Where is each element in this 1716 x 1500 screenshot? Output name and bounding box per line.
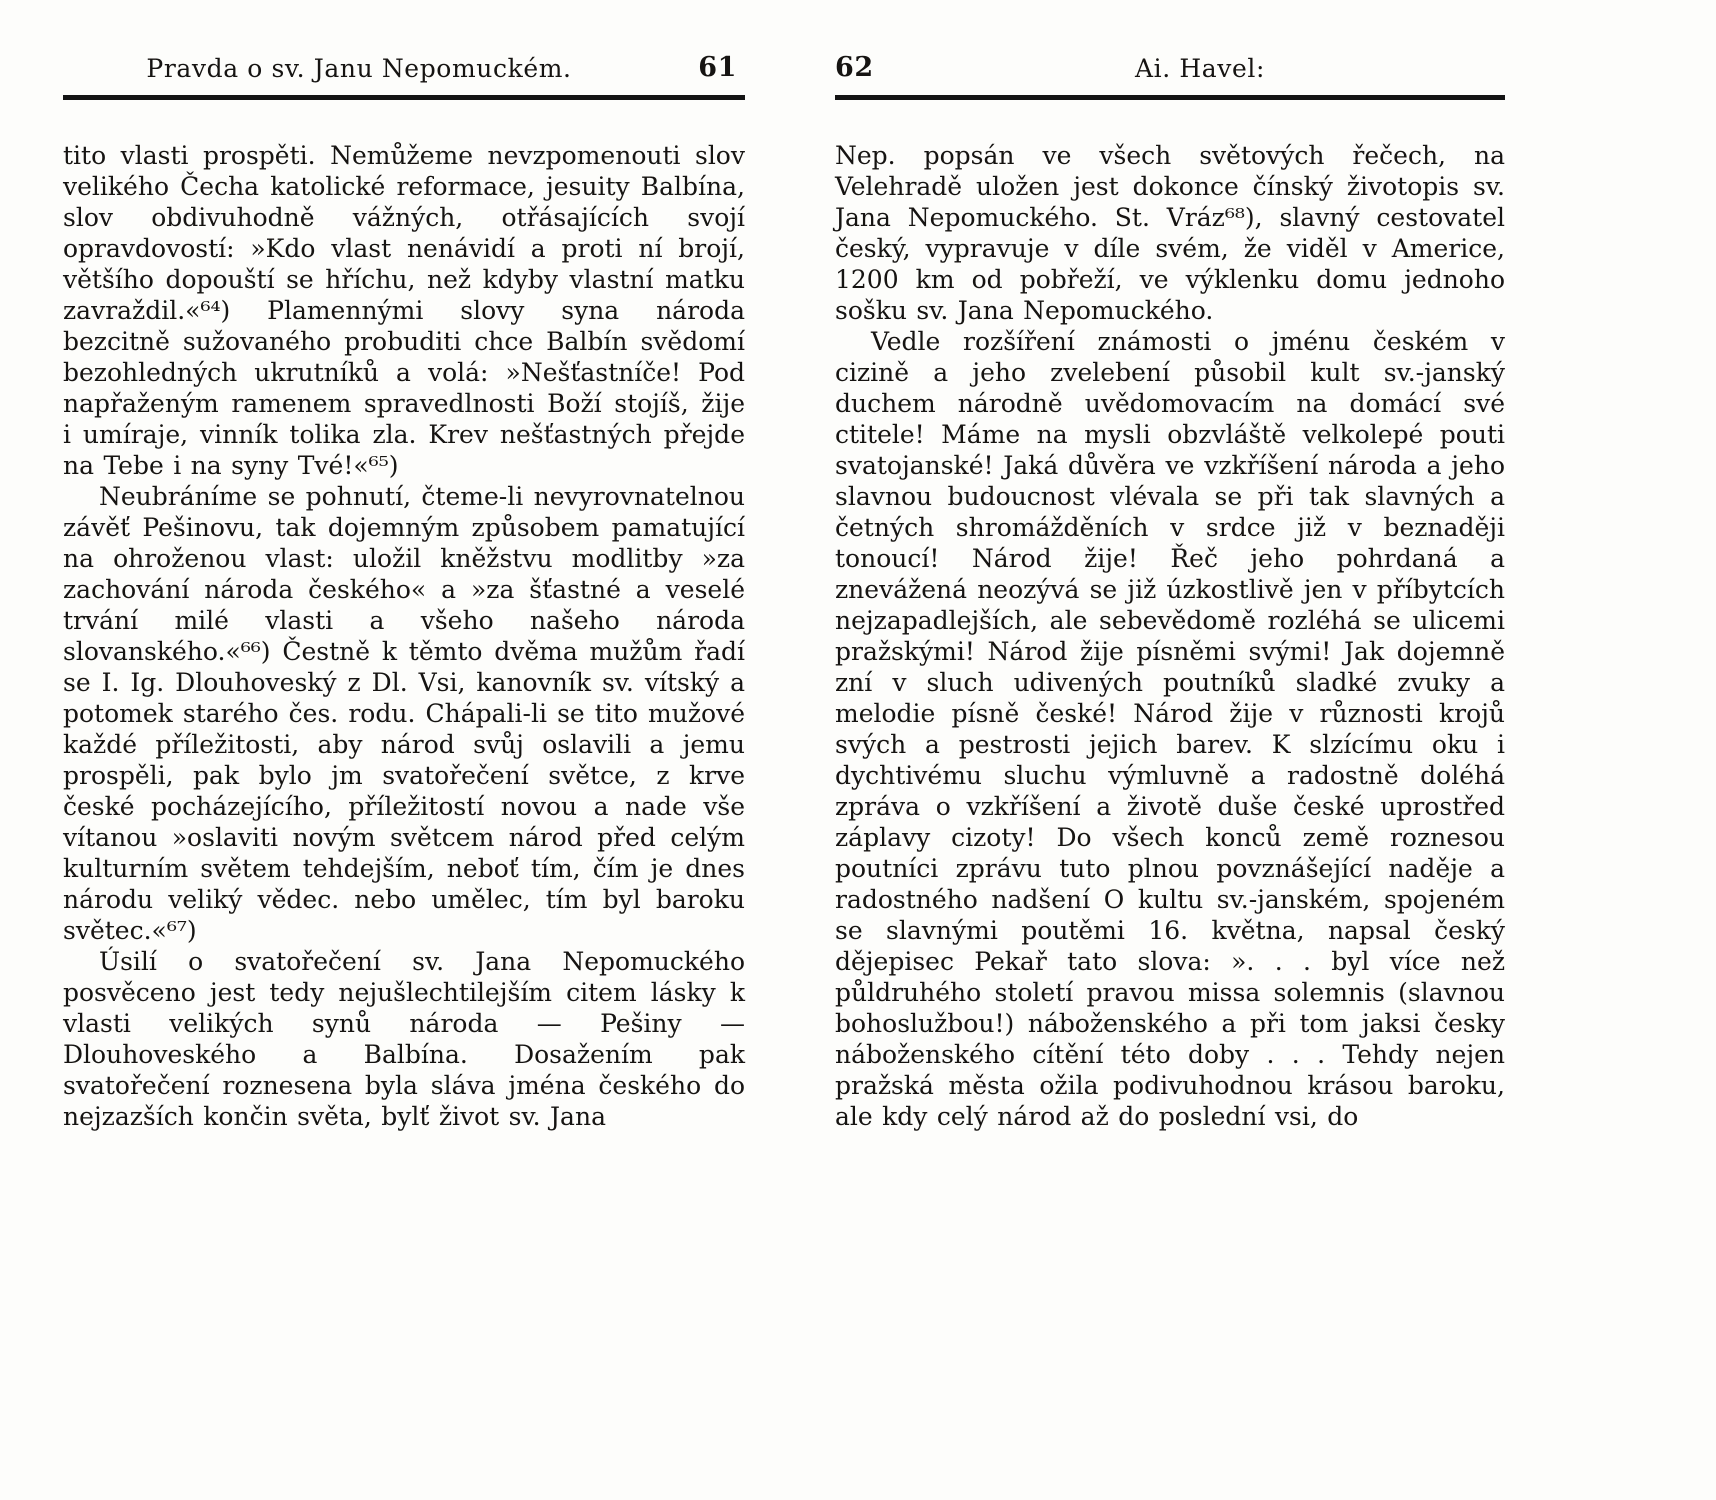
left-page-body — [63, 140, 745, 1132]
right-header-rule — [835, 95, 1505, 100]
paragraph: Nep. popsán ve všech světových řečech, na Velehradě uložen jest dokonce čínský životopis sv. Jana Nepomuckého. St. Vráz⁶⁸), slavný cestovatel český, vypravuje v díle svém, že viděl v Americe, 1200 km od pobřeží, ve výklenku domu jednoho sošku sv. Jana Nepomuckého. — [835, 141, 1505, 325]
left-header-rule — [63, 95, 745, 100]
paragraph: Vedle rozšíření známosti o jménu českém v cizině a jeho zvelebení působil kult sv.-janský duchem národně uvědomovacím na domácí své ctitele! Máme na mysli obzvláště velkolepé pouti svatojanské! Jaká důvěra ve vzkříšení národa a jeho slavnou budoucnost vlévala se při tak slavných a četných shromážděních v srdce již v beznaději tonoucí! Národ žije! Řeč jeho pohrdaná a znevážená neozývá se již úzkostlivě jen v příbytcích nejzapadlejších, ale sebevědomě rozléhá se ulicemi pražskými! Národ žije písněmi svými! Jak dojemně zní v sluch udivených poutníků sladké zvuky a melodie písně české! Národ žije v různosti krojů svých a pestrosti jejich barev. K slzícímu oku i dychtivému sluchu výmluvně a radostně doléhá zpráva o vzkříšení a životě duše české uprostřed záplavy cizoty! Do všech konců země roznesou poutníci zprávu tuto plnou povznášející naděje a radostného nadšení O kultu sv.-janském, spojeném se slavnými poutěmi 16. května, napsal český dějepisec Pekař tato slova: ». . . byl více než půldruhého století pravou missa solemnis (slavnou bohoslužbou!) náboženského a při tom jaksi česky náboženského cítění této doby . . . Tehdy nejen pražská města ožila podivuhodnou krásou baroku, ale kdy celý národ až do poslední vsi, do — [835, 327, 1505, 1131]
left-page — [63, 54, 745, 1132]
right-page-header — [835, 54, 1505, 88]
right-page — [835, 54, 1505, 1132]
paragraph: Úsilí o svatořečení sv. Jana Nepomuckého posvěceno jest tedy nejušlechtilejším citem lásky k vlasti velikých synů národa — Pešiny — Dlouhoveského a Balbína. Dosažením pak svatořečení roznesena byla sláva jména českého do nejzazších končin světa, bylť život sv. Jana — [63, 947, 745, 1131]
right-page-body — [835, 140, 1505, 1132]
right-page-number: 62 — [835, 52, 874, 83]
left-page-number: 61 — [698, 52, 737, 83]
right-page-running-title: Ai. Havel: — [1135, 54, 1265, 83]
left-page-header — [63, 54, 745, 88]
left-page-running-title: Pravda o sv. Janu Nepomuckém. — [146, 54, 572, 83]
paragraph: Neubráníme se pohnutí, čteme-li nevyrovnatelnou závěť Pešinovu, tak dojemným způsobem pamatující na ohroženou vlast: uložil kněžstvu modlitby »za zachování národa českého« a »za šťastné a veselé trvání milé vlasti a všeho našeho národa slovanského.«⁶⁶) Čestně k těmto dvěma mužům řadí se I. Ig. Dlouhoveský z Dl. Vsi, kanovník sv. vítský a potomek starého čes. rodu. Chápali-li se tito mužové každé příležitosti, aby národ svůj oslavili a jemu prospěli, pak bylo jm svatořečení světce, z krve české pocházejícího, příležitostí novou a nade vše vítanou »oslaviti novým světcem národ před celým kulturním světem tehdejším, neboť tím, čím je dnes národu veliký vědec. nebo umělec, tím byl baroku světec.«⁶⁷) — [63, 482, 745, 945]
paragraph: tito vlasti prospěti. Nemůžeme nevzpomenouti slov velikého Čecha katolické reformace, jesuity Balbína, slov obdivuhodně vážných, otřásajících svojí opravdovostí: »Kdo vlast nenávidí a proti ní brojí, většího dopouští se hříchu, než kdyby vlastní matku zavraždil.«⁶⁴) Plamennými slovy syna národa bezcitně sužovaného probuditi chce Balbín svědomí bezohledných ukrutníků a volá: »Nešťastníče! Pod napřaženým ramenem spravedlnosti Boží stojíš, žije i umíraje, vinník tolika zla. Krev nešťastných přejde na Tebe i na syny Tvé!«⁶⁵) — [63, 141, 745, 480]
